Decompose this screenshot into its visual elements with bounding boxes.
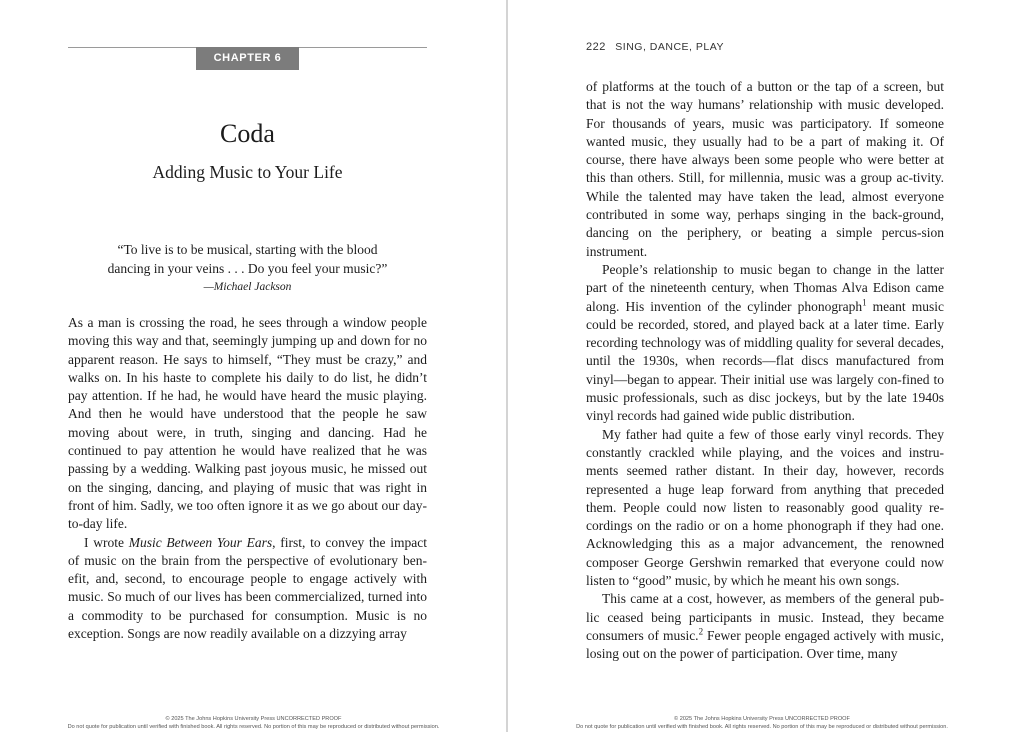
left-page: [0, 0, 507, 732]
paragraph: [68, 534, 427, 644]
footer-copyright: © 2025 The Johns Hopkins University Press UNCORRECTED PROOF: [674, 716, 850, 722]
paragraph: [586, 261, 944, 426]
paragraph-text: meant music could be recorded, stored, and played back at a later time. Early recording technology was of middling quality for several decades, until the 1930s, when records—flat discs manufactured from vinyl—began to appear. Their initial use was largely con-fined to music professionals, such as disc jockeys, but by the late 1940s vinyl records had gained wide public distribution.: [586, 298, 944, 424]
page-number: 222: [586, 41, 606, 53]
left-body-text: [68, 314, 427, 643]
proof-footer: [508, 715, 1016, 731]
right-page: [508, 0, 1016, 732]
footer-copyright: © 2025 The Johns Hopkins University Press UNCORRECTED PROOF: [165, 716, 342, 722]
right-body-text: [586, 78, 944, 664]
chapter-title: Coda: [220, 119, 275, 148]
chapter-label: CHAPTER 6: [196, 47, 299, 70]
paragraph: [586, 590, 944, 663]
paragraph-text: Fewer people engaged actively with music, losing out on the power of participation. Over time, many: [586, 627, 944, 662]
book-title: Music Between Your Ears: [128, 534, 273, 550]
running-head: [586, 41, 724, 53]
footnote-marker[interactable]: 1: [862, 297, 867, 308]
paragraph-text: , first, to convey the impact of music on the brain from the perspective of evolutionary ben-efit, and, second, to encourage people to engage actively with music. So much of our lives has been commercialized, turned into a commodity to be purchased for consumption. Music is no exception. Songs are now readily available on a dizzying array: [68, 534, 427, 642]
epigraph-line: “To live is to be musical, starting with the blood: [117, 242, 378, 257]
paragraph: of platforms at the touch of a button or the tap of a screen, but that is not the way humans’ relationship with music developed. For thousands of years, music was participatory. If someone wanted music, they usually had to be a part of making it. Of course, there have always been some people who were better at this than others. Still, for millennia, music was a group ac-tivity. While the talented may have taken the lead, almost everyone contributed in some way, perhaps singing in the back-ground, dancing on the periphery, or beating a simple percus-sion instrument.: [586, 79, 944, 259]
running-head-title: SING, DANCE, PLAY: [615, 41, 724, 53]
footer-notice: Do not quote for publication until verified with finished book. All rights reserved. No portion of this may be reproduced or distributed without permission.: [576, 724, 948, 730]
footer-notice: Do not quote for publication until verified with finished book. All rights reserved. No portion of this may be reproduced or distributed without permission.: [67, 724, 440, 730]
paragraph: As a man is crossing the road, he sees through a window people moving this way and that, seemingly jumping up and down for no apparent reason. He says to himself, “They must be crazy,” and walks on. In his haste to complete his daily to do list, he didn’t pay attention. If he had, he would have heard the music playing. And then he would have understood that the people he saw moving about were, in truth, singing and dancing. Had he continued to pay attention he would have realized that he was passing by a wedding. Walking past joyous music, he missed out on the singing, dancing, and playing of music that was right in front of him. Sadly, we too often ignore it as we go about our day-to-day life.: [68, 315, 427, 532]
footnote-marker[interactable]: 2: [698, 626, 704, 637]
paragraph: My father had quite a few of those early vinyl records. They constantly crackled while playing, and the voices and instru-ments seemed rather distant. In their day, however, records represented a huge leap forward from anything that preceded them. People could now listen to reasonably good quality re-cordings on the radio or on a home phonograph if they had one. Acknowledging this as a major advancement, the renowned composer George Gershwin remarked that everyone could now listen to “good” music, by which he meant his own songs.: [586, 426, 944, 589]
epigraph: [80, 240, 415, 278]
paragraph-text: This came at a cost, however, as members of the general pub-lic ceased being participants in music. Instead, they became consumers of music.: [586, 591, 944, 643]
chapter-subtitle: Adding Music to Your Life: [152, 162, 343, 182]
paragraph-text: People’s relationship to music began to change in the latter part of the nineteenth century, when Thomas Alva Edison came along. His invention of the cylinder phonograph: [586, 261, 944, 314]
epigraph-attribution: —Michael Jackson: [203, 281, 292, 293]
epigraph-line: dancing in your veins . . . Do you feel your music?”: [107, 261, 388, 276]
proof-footer: [0, 715, 507, 731]
paragraph-text: I wrote: [84, 534, 129, 550]
